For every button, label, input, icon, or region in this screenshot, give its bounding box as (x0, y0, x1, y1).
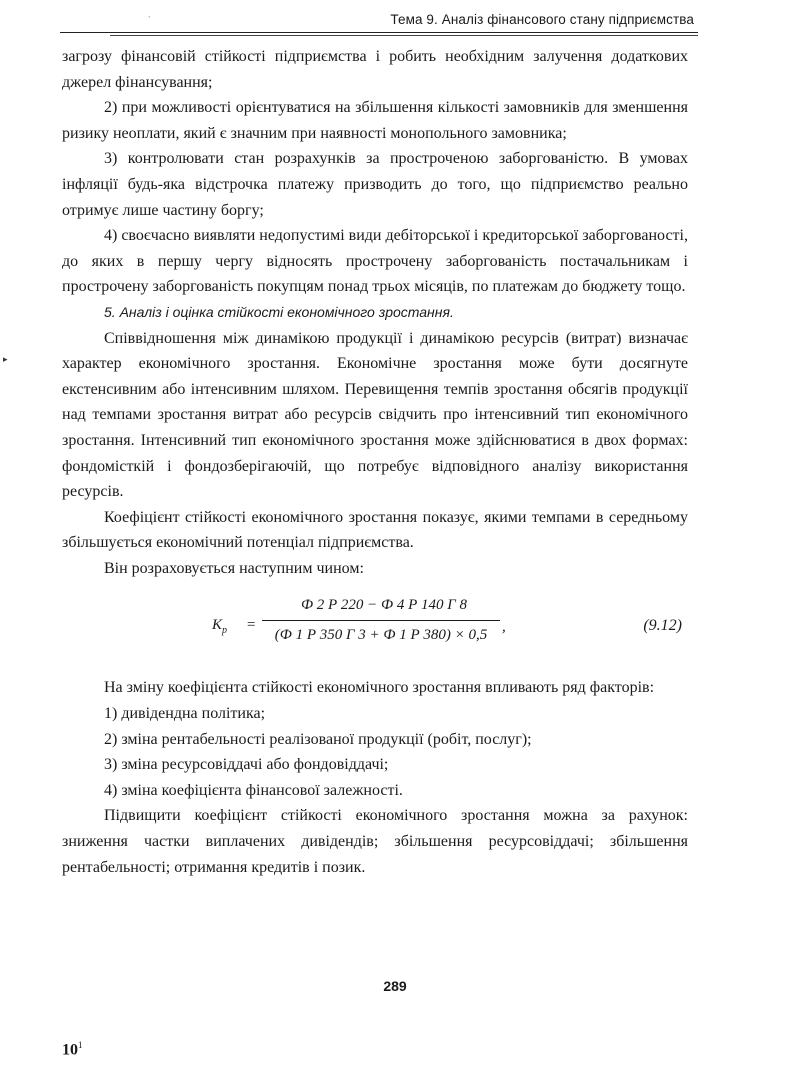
section-heading: 5. Аналіз і оцінка стійкості економічного зростання. (104, 303, 454, 320)
formula (212, 593, 512, 655)
list-item: 4) зміна коефіцієнта фінансової залежності. (104, 781, 403, 799)
paragraph: 4) своєчасно виявляти недопустимі види дебіторської і кредиторської заборгованості, до яких в першу чергу відносять прострочену заборгованість постачальникам і прострочену заборгованість покупцям понад трьох місяців, по платежам до бюджету тощо. (62, 227, 688, 296)
paragraph: Він розраховується наступним чином: (104, 559, 364, 577)
paragraph: Коефіцієнт стійкості економічного зростання показує, якими темпами в середньому збільшується економічний потенціал підприємства. (62, 508, 688, 552)
fraction-bar (262, 620, 500, 621)
paragraph: Співвідношення між динамікою продукції і динамікою ресурсів (витрат) визначає характер економічного зростання. Економічне зростання може бути досягнуте екстенсивним або інтенсивним шляхом. Перевищення темпів зростання обсягів продукції над темпами зростання витрат або ресурсів свідчить про інтенсивний тип економічного зростання. Інтенсивний тип економічного зростання може здійснюватися в двох формах: фондомісткій і фондозберігаючій, що потребує відповідного аналізу використання ресурсів. (62, 329, 688, 501)
list-item: 3) зміна ресурсовіддачі або фондовіддачі; (104, 756, 389, 774)
equation-number: (9.12) (643, 617, 682, 635)
page-number: 289 (383, 978, 407, 994)
formula-block (62, 593, 688, 655)
list-item: 1) дивідендна політика; (104, 705, 266, 723)
margin-mark: ▸ (3, 354, 8, 364)
formula-equals: = (246, 617, 257, 634)
signature-mark: $10^1$ (62, 1040, 83, 1059)
formula-comma: , (502, 619, 506, 636)
list-item: 2) зміна рентабельності реалізованої продукції (робіт, послуг); (104, 730, 532, 748)
formula-lhs: $K_р$ (212, 617, 228, 637)
paragraph: загрозу фінансовій стійкості підприємства і робить необхідним залучення додаткових джерел фінансування; (62, 48, 688, 91)
paragraph: 3) контролювати стан розрахунків за простроченою заборгованістю. В умовах інфляції будь-яка відстрочка платежу призводить до того, що підприємство реально отримує лише частину боргу; (62, 150, 688, 219)
running-header (50, 6, 698, 30)
header-title: Тема 9. Аналіз фінансового стану підприємства (390, 12, 694, 27)
header-rule-secondary (110, 35, 698, 36)
scan-mark: ˋ (148, 15, 151, 24)
paragraph: Підвищити коефіцієнт стійкості економічного зростання можна за рахунок: зниження частки виплачених дивідендів; збільшення ресурсовіддачі; збільшення рентабельності; отримання кредитів і позик. (62, 807, 688, 876)
formula-denominator: (Ф 1 Р 350 Г 3 + Ф 1 Р 380) × 0,5 (274, 627, 488, 644)
header-rule (60, 32, 698, 33)
paragraph: На зміну коефіцієнта стійкості економічного зростання впливають ряд факторів: (104, 679, 655, 697)
formula-numerator: Ф 2 Р 220 − Ф 4 Р 140 Г 8 (300, 597, 468, 614)
page-body (62, 44, 688, 880)
paragraph: 2) при можливості орієнтуватися на збільшення кількості замовників для зменшення ризику неоплати, який є значним при наявності монопольного замовника; (62, 99, 688, 142)
